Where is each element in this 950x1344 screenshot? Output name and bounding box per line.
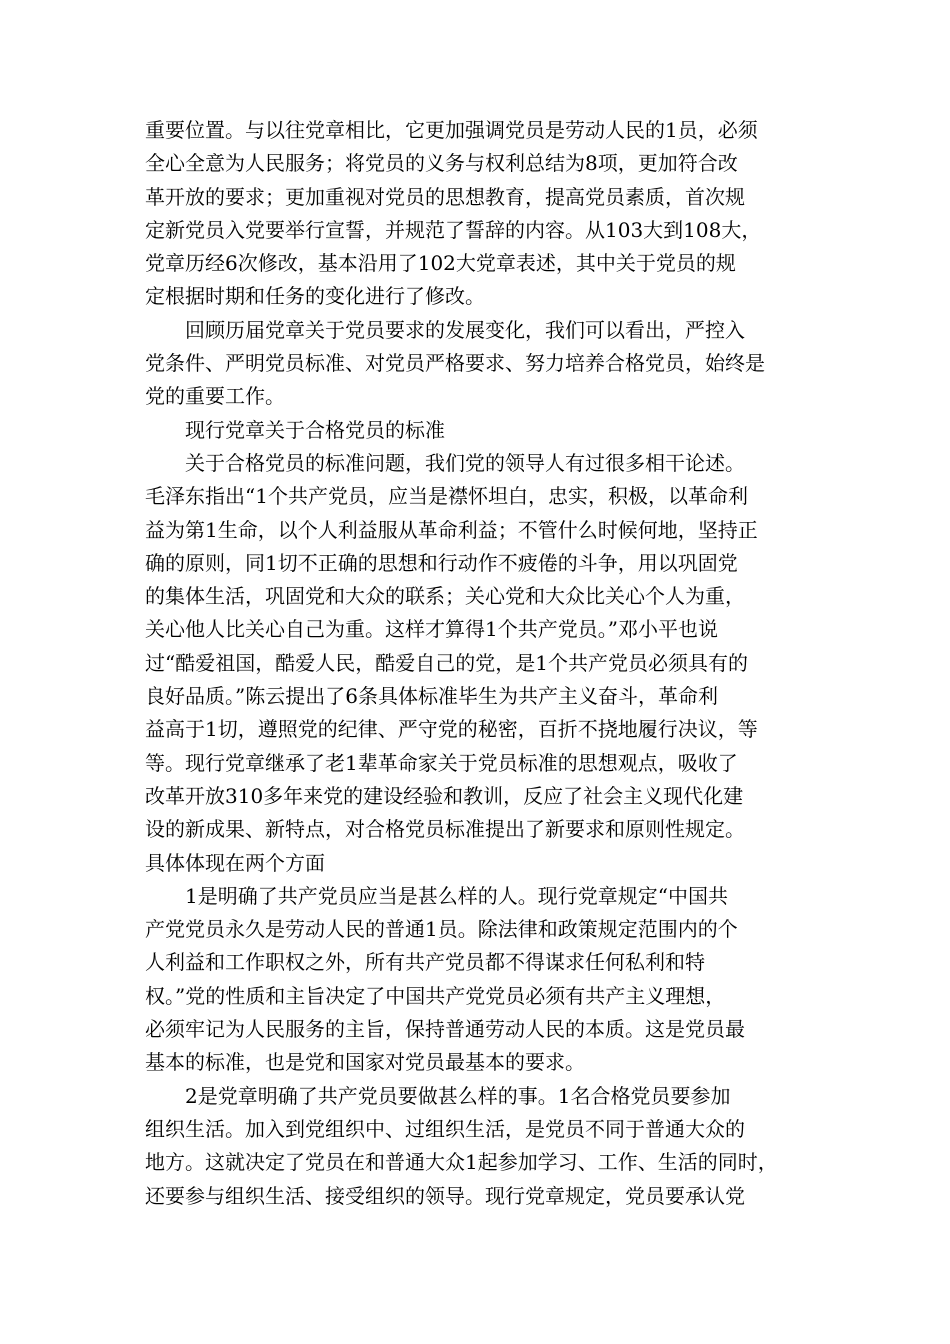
text-line: 的集体生活，巩固党和大众的联系；关心党和大众比关心个人为重， xyxy=(145,584,745,609)
text-line: 还要参与组织生活、接受组织的领导。现行党章规定，党员要承认党 xyxy=(145,1183,745,1208)
text-line: 确的原则，同1切不正确的思想和行动作不疲倦的斗争，用以巩固党 xyxy=(145,550,738,575)
text-line: 1是明确了共产党员应当是甚么样的人。现行党章规定“中国共 xyxy=(185,883,728,908)
text-line: 重要位置。与以往党章相比，它更加强调党员是劳动人民的1员，必须 xyxy=(145,118,758,142)
text-line: 设的新成果、新特点，对合格党员标准提出了新要求和原则性规定。 xyxy=(145,817,745,842)
text-line: 2是党章明确了共产党员要做甚么样的事。1名合格党员要参加 xyxy=(185,1083,731,1108)
text-line: 回顾历届党章关于党员要求的发展变化，我们可以看出，严控入 xyxy=(185,317,745,342)
text-line: 益高于1切，遵照党的纪律、严守党的秘密，百折不挠地履行决议，等 xyxy=(145,717,758,742)
text-line: 基本的标准，也是党和国家对党员最基本的要求。 xyxy=(145,1050,585,1075)
text-line: 等。现行党章继承了老1辈革命家关于党员标准的思想观点，吸收了 xyxy=(145,750,738,775)
text-line: 必须牢记为人民服务的主旨，保持普通劳动人民的本质。这是党员最 xyxy=(145,1017,745,1042)
text-line: 权。”党的性质和主旨决定了中国共产党党员必须有共产主义理想， xyxy=(145,983,726,1008)
text-line: 良好品质。”陈云提出了6条具体标准毕生为共产主义奋斗，革命利 xyxy=(145,684,718,709)
text-line: 党章历经6次修改，基本沿用了102大党章表述，其中关于党员的规 xyxy=(145,251,736,276)
text-line: 地方。这就决定了党员在和普通大众1起参加学习、工作、生活的同时， xyxy=(145,1150,778,1175)
text-line: 人利益和工作职权之外，所有共产党员都不得谋求任何私利和特 xyxy=(145,950,705,975)
text-line: 具体体现在两个方面 xyxy=(145,850,325,875)
text-line: 全心全意为人民服务；将党员的义务与权利总结为8项，更加符合改 xyxy=(145,151,738,176)
text-line: 党的重要工作。 xyxy=(145,384,285,409)
text-line: 定根据时期和任务的变化进行了修改。 xyxy=(145,284,485,309)
text-line: 组织生活。加入到党组织中、过组织生活，是党员不同于普通大众的 xyxy=(145,1116,745,1141)
text-line: 毛泽东指出“1个共产党员，应当是襟怀坦白，忠实，积极，以革命利 xyxy=(145,484,748,509)
text-line: 革开放的要求；更加重视对党员的思想教育，提高党员素质，首次规 xyxy=(145,184,745,209)
text-line: 改革开放310多年来党的建设经验和教训，反应了社会主义现代化建 xyxy=(145,783,744,808)
text-line: 定新党员入党要举行宣誓，并规范了誓辞的内容。从103大到108大， xyxy=(145,217,762,242)
text-line: 现行党章关于合格党员的标准 xyxy=(185,417,445,442)
document-page xyxy=(145,114,805,1213)
text-line: 产党党员永久是劳动人民的普通1员。除法律和政策规定范围内的个 xyxy=(145,917,738,942)
text-line: 党条件、严明党员标准、对党员严格要求、努力培养合格党员，始终是 xyxy=(145,351,765,376)
text-line: 关于合格党员的标准问题，我们党的领导人有过很多相干论述。 xyxy=(185,450,745,475)
text-line: 过“酷爱祖国，酷爱人民，酷爱自己的党，是1个共产党员必须具有的 xyxy=(145,650,748,675)
text-line: 益为第1生命，以个人利益服从革命利益；不管什么时候何地，坚持正 xyxy=(145,517,758,542)
text-line: 关心他人比关心自己为重。这样才算得1个共产党员。”邓小平也说 xyxy=(145,617,718,642)
